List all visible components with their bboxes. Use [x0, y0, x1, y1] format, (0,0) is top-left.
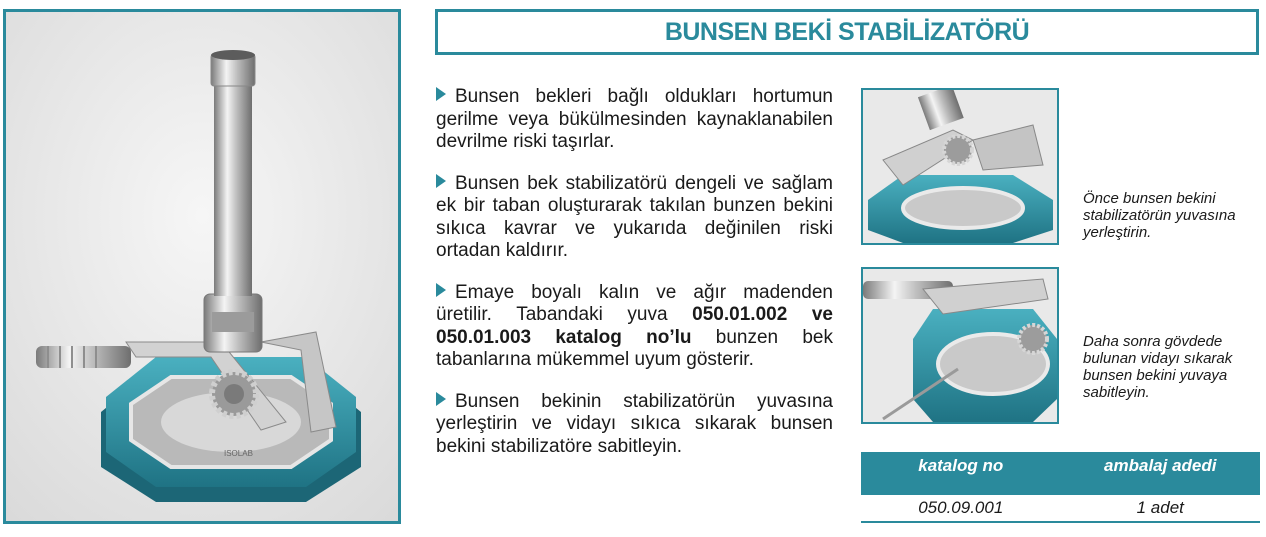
bullet-paragraph-2 [436, 173, 833, 263]
cell-package-quantity: 1 adet [1136, 498, 1184, 517]
teal-arrow-icon [436, 392, 446, 406]
teal-arrow-icon [436, 87, 446, 101]
title-box [435, 9, 1259, 55]
bullet-paragraph-4 [436, 391, 833, 459]
page-title: BUNSEN BEKİ STABİLİZATÖRÜ [664, 17, 1030, 46]
step-1-photo [861, 88, 1059, 245]
bullet-text-3a: Emaye boyalı kalın ve ağır madenden üretilir. Tabandaki yuva [436, 281, 833, 325]
header-package-quantity: ambalaj adedi [1104, 456, 1217, 475]
main-product-photo [3, 9, 401, 524]
bullet-text-4: Bunsen bekinin stabilizatörün yuvasına yerleştirin ve vidayı sıkıca sıkarak bunsen bekini stabilizatöre sabitleyin. [436, 390, 833, 457]
step-1-caption: Önce bunsen bekini stabilizatörün yuvasına yerleştirin. [1083, 190, 1236, 241]
table-header [861, 452, 1260, 495]
bullet-paragraph-1 [436, 86, 833, 154]
product-table [861, 452, 1260, 523]
teal-arrow-icon [436, 174, 446, 188]
table-row [861, 495, 1260, 523]
step-2-illustration [863, 269, 1057, 422]
teal-arrow-icon [436, 283, 446, 297]
bullet-text-1: Bunsen bekleri bağlı oldukları hortumun gerilme veya bükülmesinden kaynaklanabilen devrilme riski taşırlar. [436, 86, 833, 152]
bullet-paragraph-3 [436, 282, 833, 372]
step-2-photo [861, 267, 1059, 424]
catalog-reference: 050.01.002 ve 050.01.003 katalog no’lu [436, 304, 833, 348]
step-1-illustration [863, 90, 1057, 243]
base-label: ISOLAB [224, 449, 253, 458]
cell-catalog-no: 050.09.001 [918, 498, 1004, 517]
bunsen-burner-illustration [6, 12, 398, 521]
bullet-text-3b: bunzen bek tabanlarına mükemmel uyum gösterir. [436, 326, 834, 370]
header-catalog-no: katalog no [918, 456, 1004, 475]
bullet-text-2: Bunsen bek stabilizatörü dengeli ve sağlam ek bir taban oluşturarak takılan bunzen bekini sıkıca kavrar ve yukarıda değinilen riski ortadan kaldırır. [436, 172, 833, 261]
bullet-list [436, 86, 833, 477]
step-2-caption: Daha sonra gövdede bulunan vidayı sıkarak bunsen bekini yuvaya sabitleyin. [1083, 333, 1233, 401]
